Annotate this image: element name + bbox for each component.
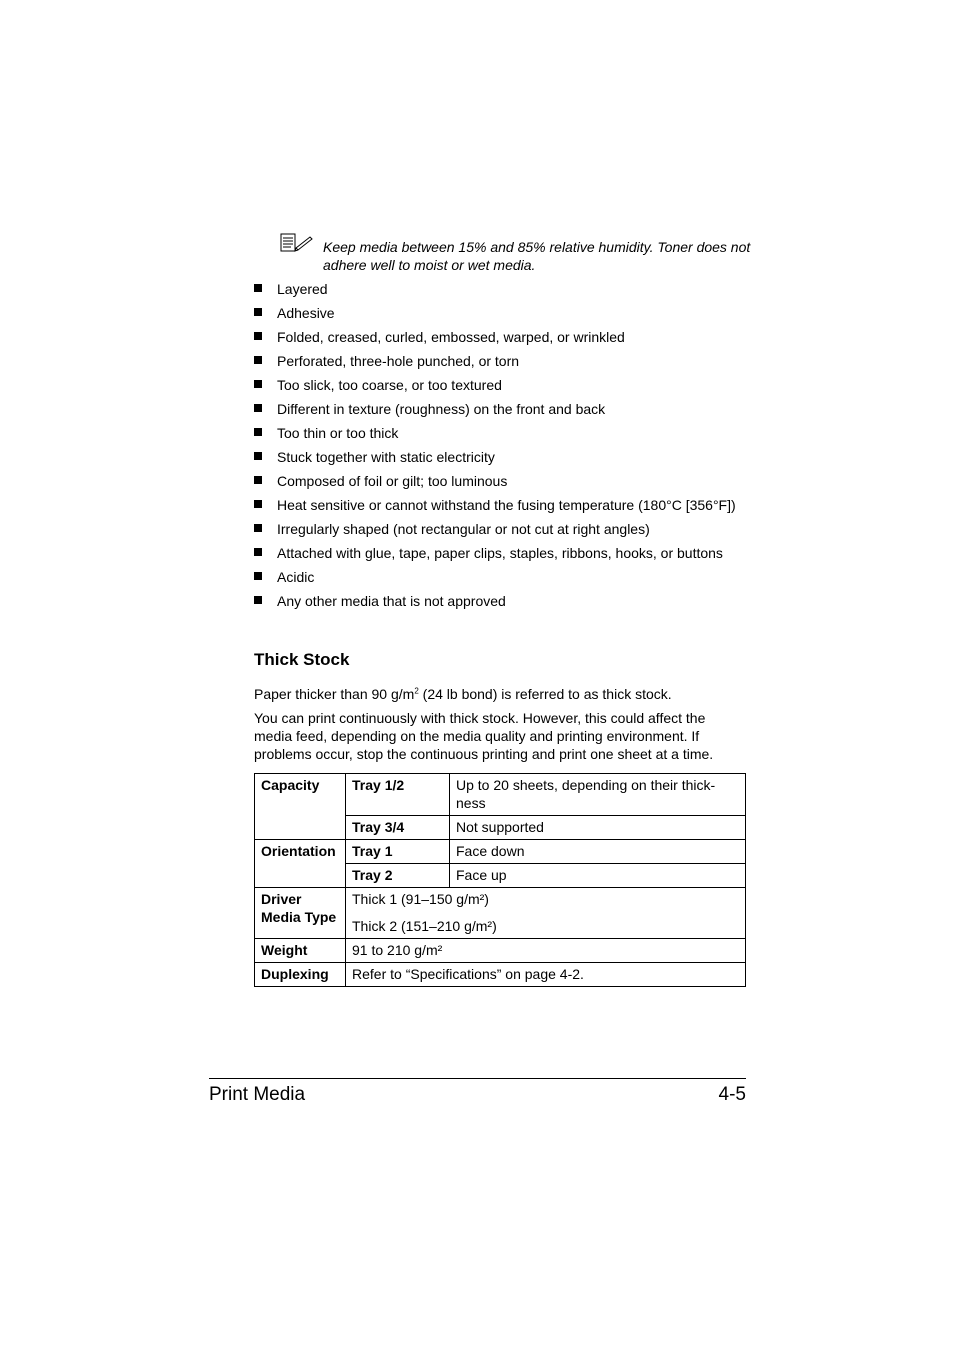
list-item-text: Adhesive (277, 305, 335, 321)
list-item (254, 280, 754, 298)
list-item-text: Any other media that is not approved (277, 593, 506, 609)
list-item-text: Heat sensitive or cannot withstand the fusing temperature (180°C [356°F]) (277, 497, 736, 513)
intro-text-start: Paper thicker than 90 g/m (254, 686, 415, 702)
superscript: 2 (414, 686, 419, 696)
capacity-label: Capacity (255, 774, 346, 840)
list-item-text: Too thin or too thick (277, 425, 399, 441)
list-item-text: Composed of foil or gilt; too luminous (277, 473, 508, 489)
thick-stock-spec-table (254, 773, 746, 987)
intro-text-end: (24 lb bond) is referred to as thick stock. (418, 686, 672, 702)
bullet-square-icon (254, 452, 262, 460)
footer-title: Print Media (209, 1084, 306, 1105)
list-item (254, 472, 754, 490)
table-row (255, 963, 746, 987)
duplexing-value: Refer to “Specifications” on page 4-2. (346, 963, 746, 987)
thick1-value: Thick 1 (91–150 g/m²) (352, 891, 489, 907)
list-item (254, 304, 754, 322)
table-row (255, 888, 746, 939)
list-item (254, 424, 754, 442)
bullet-square-icon (254, 332, 262, 340)
list-item-text: Stuck together with static electricity (277, 449, 495, 465)
tray34-value: Not supported (450, 816, 746, 840)
bullet-square-icon (254, 500, 262, 508)
bullet-square-icon (254, 308, 262, 316)
list-item (254, 544, 754, 562)
tray2-value: Face up (450, 864, 746, 888)
detail-paragraph: You can print continuously with thick stock. However, this could affect the media feed, depending on the media quality and printing environment. If problems occur, stop the continuous printing and print one sheet at a time. (254, 710, 714, 762)
note-pencil-icon (280, 232, 314, 254)
list-item (254, 496, 754, 514)
bullet-square-icon (254, 380, 262, 388)
list-item (254, 328, 754, 346)
orientation-label: Orientation (255, 840, 346, 888)
tray1-value: Face down (450, 840, 746, 864)
bullet-square-icon (254, 356, 262, 364)
table-row (255, 840, 746, 864)
list-item (254, 568, 754, 586)
bullet-square-icon (254, 476, 262, 484)
list-item (254, 448, 754, 466)
weight-value: 91 to 210 g/m² (346, 939, 746, 963)
tray1-label: Tray 1 (346, 840, 450, 864)
list-item (254, 520, 754, 538)
list-item-text: Too slick, too coarse, or too textured (277, 377, 502, 393)
driver-media-type-label: Driver Media Type (255, 888, 346, 939)
tray34-label: Tray 3/4 (346, 816, 450, 840)
table-row (255, 774, 746, 816)
list-item (254, 376, 754, 394)
tray2-label: Tray 2 (346, 864, 450, 888)
unsupported-media-list (254, 280, 754, 616)
bullet-square-icon (254, 284, 262, 292)
bullet-square-icon (254, 572, 262, 580)
list-item-text: Perforated, three-hole punched, or torn (277, 353, 520, 369)
tray12-label: Tray 1/2 (346, 774, 450, 816)
list-item-text: Irregularly shaped (not rectangular or not cut at right angles) (277, 521, 650, 537)
table-row (255, 939, 746, 963)
note-text: Keep media between 15% and 85% relative humidity. Toner does not adhere well to moist or wet media. (323, 239, 751, 273)
tray12-value: Up to 20 sheets, depending on their thick-ness (450, 774, 746, 816)
list-item-text: Acidic (277, 569, 315, 585)
intro-paragraph (254, 685, 746, 703)
section-heading: Thick Stock (254, 650, 350, 669)
list-item-text: Attached with glue, tape, paper clips, staples, ribbons, hooks, or buttons (277, 545, 723, 561)
bullet-square-icon (254, 428, 262, 436)
bullet-square-icon (254, 596, 262, 604)
bullet-square-icon (254, 548, 262, 556)
list-item (254, 592, 754, 610)
list-item (254, 352, 754, 370)
list-item-text: Different in texture (roughness) on the front and back (277, 401, 606, 417)
list-item (254, 400, 754, 418)
bullet-square-icon (254, 404, 262, 412)
list-item-text: Layered (277, 281, 328, 297)
page-number: 4-5 (718, 1084, 746, 1105)
weight-label: Weight (255, 939, 346, 963)
driver-media-type-value (346, 888, 746, 939)
thick2-value: Thick 2 (151–210 g/m²) (352, 918, 497, 934)
duplexing-label: Duplexing (255, 963, 346, 987)
bullet-square-icon (254, 524, 262, 532)
list-item-text: Folded, creased, curled, embossed, warped, or wrinkled (277, 329, 625, 345)
footer-divider (209, 1078, 746, 1079)
